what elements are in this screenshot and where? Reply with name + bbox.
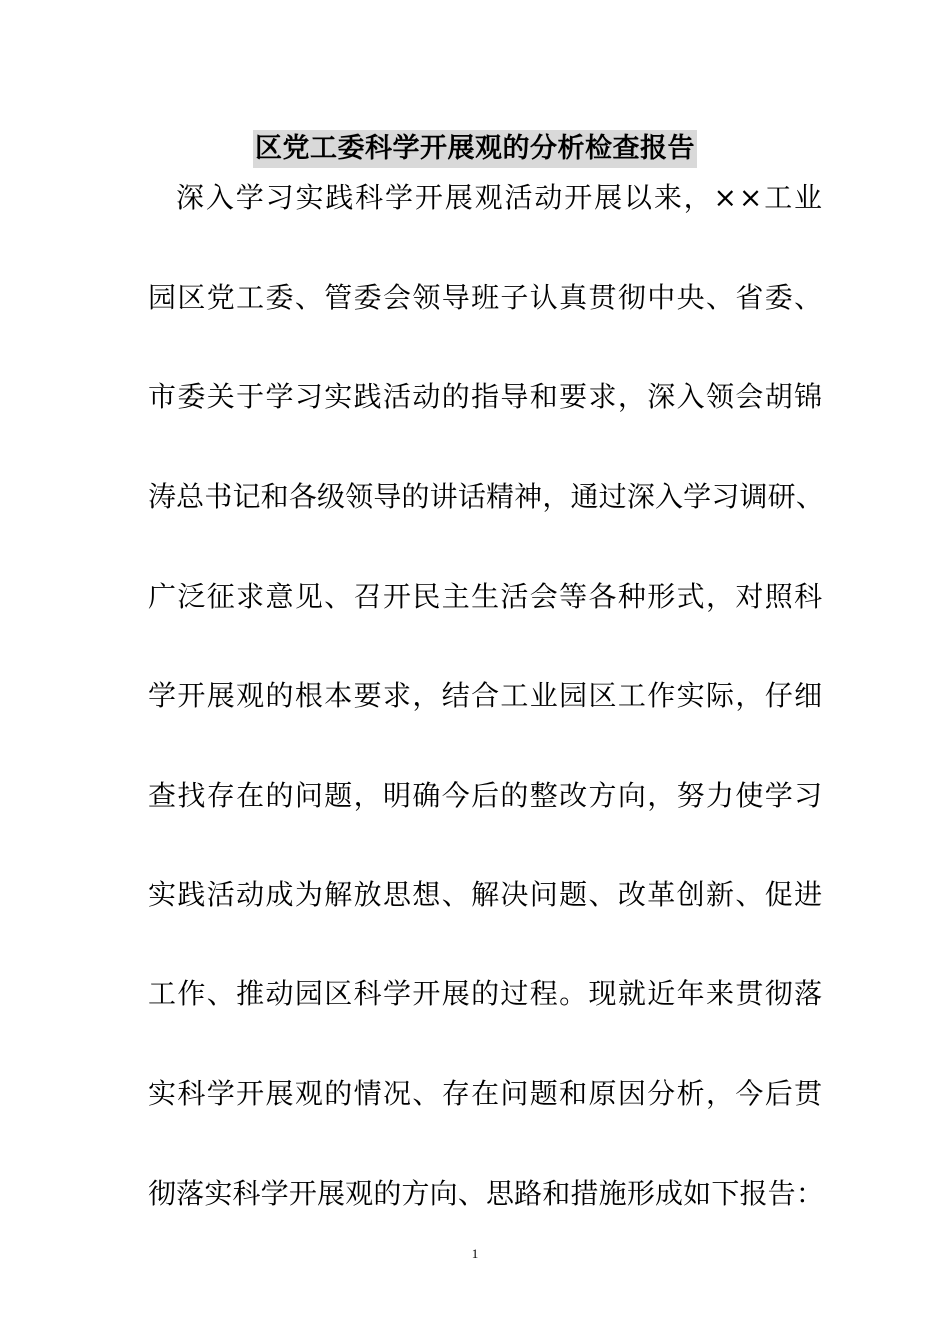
body-line-5: 广泛征求意见、召开民主生活会等各种形式，对照科: [148, 580, 824, 613]
body-line-8: 实践活动成为解放思想、解决问题、改革创新、促进: [148, 878, 824, 911]
body-line-11: 彻落实科学开展观的方向、思路和措施形成如下报告：: [148, 1177, 825, 1210]
title-container: [0, 130, 950, 168]
body-line-6: 学开展观的根本要求，结合工业园区工作实际，仔细: [148, 679, 824, 712]
body-line-1: 深入学习实践科学开展观活动开展以来，××工业: [176, 181, 824, 214]
body-line-9: 工作、推动园区科学开展的过程。现就近年来贯彻落: [148, 977, 824, 1010]
body-line-3: 市委关于学习实践活动的指导和要求，深入领会胡锦: [148, 380, 824, 413]
page-number: 1: [471, 1246, 479, 1261]
document-title: 区党工委科学开展观的分析检查报告: [253, 130, 697, 168]
body-line-2: 园区党工委、管委会领导班子认真贯彻中央、省委、: [148, 281, 824, 314]
body-line-4: 涛总书记和各级领导的讲话精神，通过深入学习调研、: [148, 480, 825, 513]
body-line-10: 实科学开展观的情况、存在问题和原因分析，今后贯: [148, 1077, 824, 1110]
body-line-7: 查找存在的问题，明确今后的整改方向，努力使学习: [148, 779, 824, 812]
